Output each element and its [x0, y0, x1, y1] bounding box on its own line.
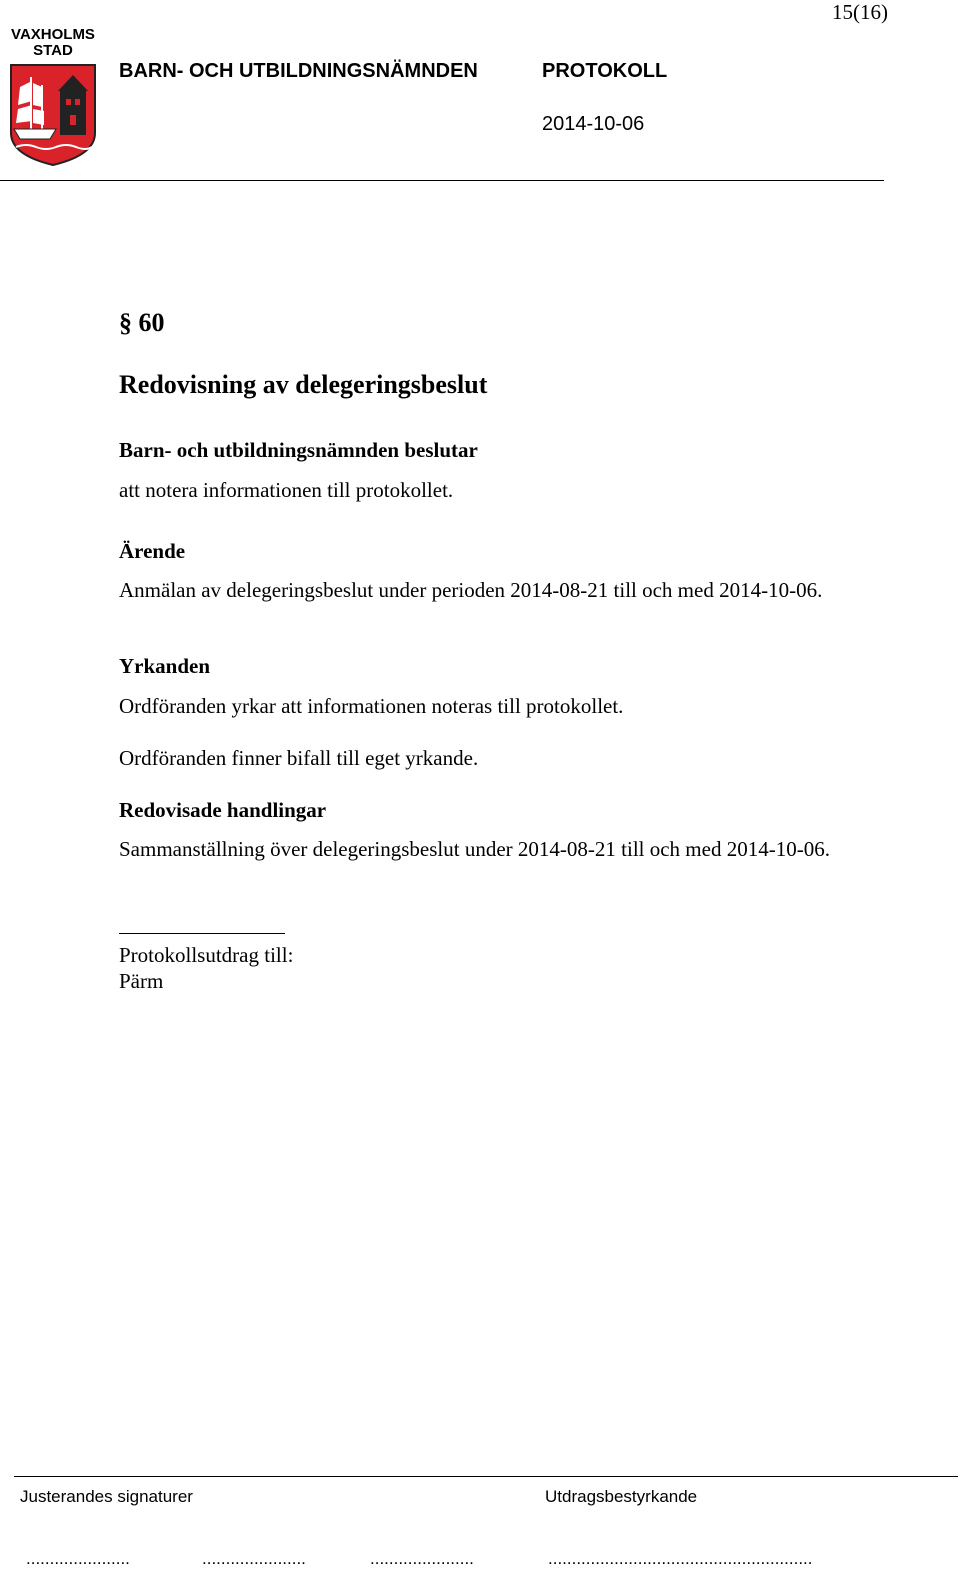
paragraph-number: § 60: [119, 308, 165, 337]
signature-line-3: ......................: [370, 1549, 474, 1568]
decision-heading: Barn- och utbildningsnämnden beslutar: [119, 438, 478, 462]
section-title: Redovisning av delegeringsbeslut: [119, 370, 488, 399]
organization-name: BARN- OCH UTBILDNINGSNÄMNDEN: [119, 60, 478, 82]
distribution-label: Protokollsutdrag till:: [119, 943, 294, 967]
extract-certification-label: Utdragsbestyrkande: [545, 1487, 698, 1506]
signatures-label: Justerandes signaturer: [20, 1487, 193, 1506]
motion-heading: Yrkanden: [119, 654, 211, 678]
documents-text: Sammanställning över delegeringsbeslut under 2014-08-21 till och med 2014-10-06.: [119, 837, 830, 861]
logo-text-line2: STAD: [33, 42, 73, 59]
document-type: PROTOKOLL: [542, 60, 668, 82]
header-divider: [0, 180, 884, 181]
logo-text-line1: VAXHOLMS: [11, 26, 95, 43]
coat-of-arms-icon: [8, 63, 98, 167]
municipality-logo: [6, 27, 98, 169]
meeting-date: 2014-10-06: [542, 113, 645, 135]
motion-text-1: Ordföranden yrkar att informationen noteras till protokollet.: [119, 694, 624, 718]
decision-text: att notera informationen till protokollet.: [119, 478, 454, 502]
footer-divider: [14, 1476, 958, 1477]
matter-text: Anmälan av delegeringsbeslut under perioden 2014-08-21 till och med 2014-10-06.: [119, 578, 823, 602]
signature-line-1: ......................: [26, 1549, 130, 1568]
signature-line-2: ......................: [202, 1549, 306, 1568]
documents-heading: Redovisade handlingar: [119, 798, 327, 822]
motion-text-2: Ordföranden finner bifall till eget yrkande.: [119, 746, 479, 770]
distribution-divider: [119, 933, 285, 934]
distribution-value: Pärm: [119, 969, 164, 993]
matter-heading: Ärende: [119, 539, 186, 563]
page-number: 15(16): [832, 0, 888, 24]
extract-signature-line: ........................................................: [548, 1549, 813, 1568]
